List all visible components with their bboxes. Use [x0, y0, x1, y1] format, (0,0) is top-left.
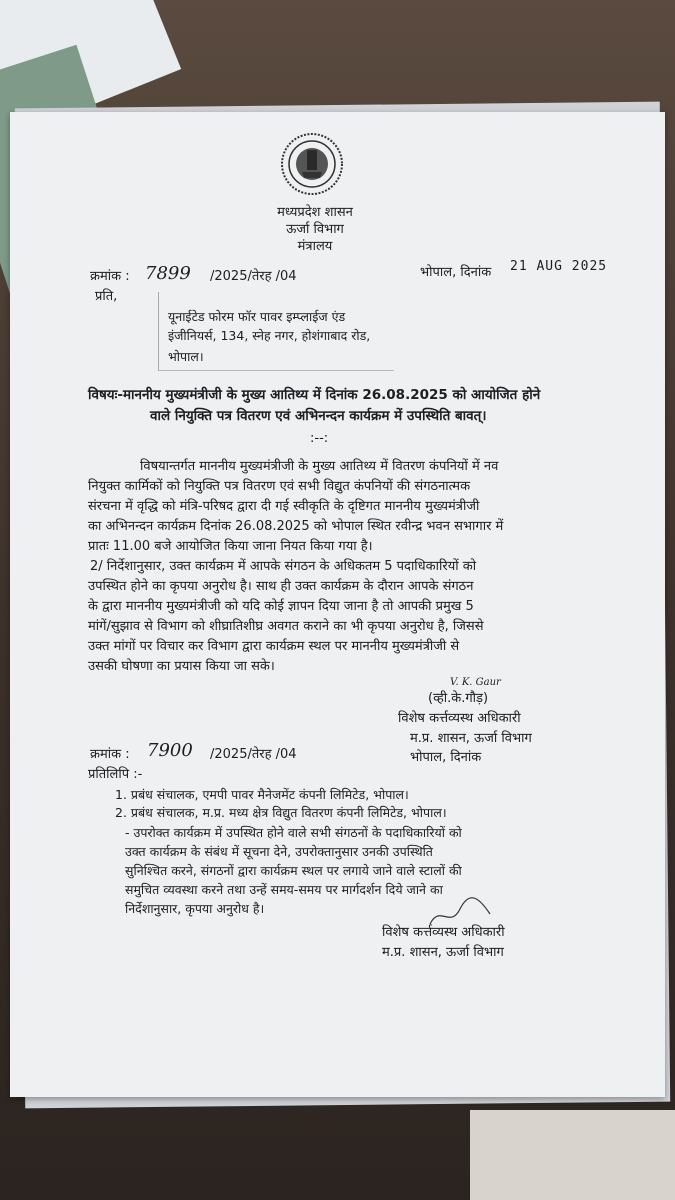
recipient-line: भोपाल।	[168, 349, 204, 364]
copy-note-line: सुनिश्चित करने, संगठनों द्वारा कार्यक्रम स्थल पर लगाये जाने वाले स्टालों की	[125, 863, 462, 878]
signatory-designation: विशेष कर्त्तव्यस्थ अधिकारी	[398, 711, 521, 726]
body-line: के द्वारा माननीय मुख्यमंत्रीजी को यदि कोई ज्ञापन दिया जाना है तो आपकी प्रमुख 5	[88, 599, 474, 614]
copy-item: 2. प्रबंध संचालक, म.प्र. मध्य क्षेत्र विद्युत वितरण कंपनी लिमिटेड, भोपाल।	[115, 805, 447, 820]
subject-separator: :--:	[310, 431, 329, 446]
body-line: उक्त मांगों पर विचार कर विभाग द्वारा कार्यक्रम स्थल पर माननीय मुख्यमंत्रीजी से	[88, 639, 460, 654]
body-line: का अभिनन्दन कार्यक्रम दिनांक 26.08.2025 को भोपाल स्थित रवीन्द्र भवन सभागार में	[88, 519, 504, 534]
copy-note-line: निर्देशानुसार, कृपया अनुरोध है।	[125, 901, 265, 916]
subject-line: वाले नियुक्ति पत्र वितरण एवं अभिनन्दन कार्यक्रम में उपस्थिति बावत्।	[150, 408, 487, 424]
department-name: ऊर्जा विभाग	[286, 222, 344, 237]
place-date-label: भोपाल, दिनांक	[420, 265, 492, 280]
body-line: प्रातः 11.00 बजे आयोजित किया जाना नियत किया गया है।	[88, 539, 373, 554]
letter-page	[10, 112, 665, 1097]
body-line: उसकी घोषणा का प्रयास किया जा सके।	[88, 659, 275, 674]
signatory-name: (व्ही.के.गौड़)	[428, 691, 489, 706]
body-line: उपस्थित होने का कृपया अनुरोध है। साथ ही उक्त कार्यक्रम के दौरान आपके संगठन	[88, 579, 474, 594]
body-line: विषयान्तर्गत माननीय मुख्यमंत्रीजी के मुख्य आतिथ्य में वितरण कंपनियों में नव	[140, 459, 499, 474]
body-line: 2/ निर्देशानुसार, उक्त कार्यक्रम में आपके संगठन के अधिकतम 5 पदाधिकारियों को	[90, 559, 477, 574]
ref-number: 7899	[145, 263, 191, 284]
floor-patch	[470, 1110, 675, 1200]
ref2-suffix: /2025/तेरह /04	[210, 747, 297, 762]
body-line: नियुक्त कार्मिकों को नियुक्ति पत्र वितरण एवं सभी विद्युत कंपनियों की संगठनात्मक	[88, 479, 471, 494]
copy-note-line: - उपरोक्त कार्यक्रम में उपस्थित होने वाले सभी संगठनों के पदाधिकारियों को	[125, 825, 462, 840]
recipient-line: यूनाईटेड फोरम फॉर पावर इम्प्लाईज एंड	[168, 309, 346, 324]
subject-line: विषयः-माननीय मुख्यमंत्रीजी के मुख्य आतिथ्य में दिनांक 26.08.2025 को आयोजित होने	[88, 387, 541, 403]
signatory-office: म.प्र. शासन, ऊर्जा विभाग	[410, 731, 532, 746]
date-stamp: 21 AUG 2025	[510, 259, 608, 274]
ref-suffix: /2025/तेरह /04	[210, 269, 297, 284]
body-line: मांगें/सुझाव से विभाग को शीघ्रातिशीघ्र अवगत कराने का भी कृपया अनुरोध है, जिससे	[88, 619, 484, 634]
signatory2-office: म.प्र. शासन, ऊर्जा विभाग	[382, 945, 504, 960]
to-label: प्रति,	[95, 289, 118, 304]
govt-name: मध्यप्रदेश शासन	[277, 205, 353, 220]
copy-note-line: समुचित व्यवस्था करने तथा उन्हें समय-समय पर मार्गदर्शन दिये जाने का	[125, 882, 443, 897]
signatory-place-date: भोपाल, दिनांक	[410, 750, 482, 765]
ref2-label: क्रमांक :	[90, 747, 130, 762]
signatory2-designation: विशेष कर्त्तव्यस्थ अधिकारी	[382, 925, 505, 940]
copy-item: 1. प्रबंध संचालक, एमपी पावर मैनेजमेंट कंपनी लिमिटेड, भोपाल।	[115, 787, 409, 802]
ref-label: क्रमांक :	[90, 269, 130, 284]
state-emblem-icon	[280, 132, 344, 196]
ref2-number: 7900	[147, 740, 193, 761]
office-name: मंत्रालय	[297, 239, 333, 254]
copy-note-line: उक्त कार्यक्रम के संबंध में सूचना देने, उपरोक्तानुसार उनकी उपस्थिति	[125, 844, 433, 859]
signature-initials: V. K. Gaur	[450, 677, 501, 688]
copy-label: प्रतिलिपि :-	[88, 767, 143, 782]
recipient-line: इंजीनियर्स, 134, स्नेह नगर, होशंगाबाद रोड,	[168, 328, 371, 343]
body-line: संरचना में वृद्धि को मंत्रि-परिषद द्वारा दी गई स्वीकृति के दृष्टिगत माननीय मुख्यमंत्रीजी	[88, 499, 480, 514]
